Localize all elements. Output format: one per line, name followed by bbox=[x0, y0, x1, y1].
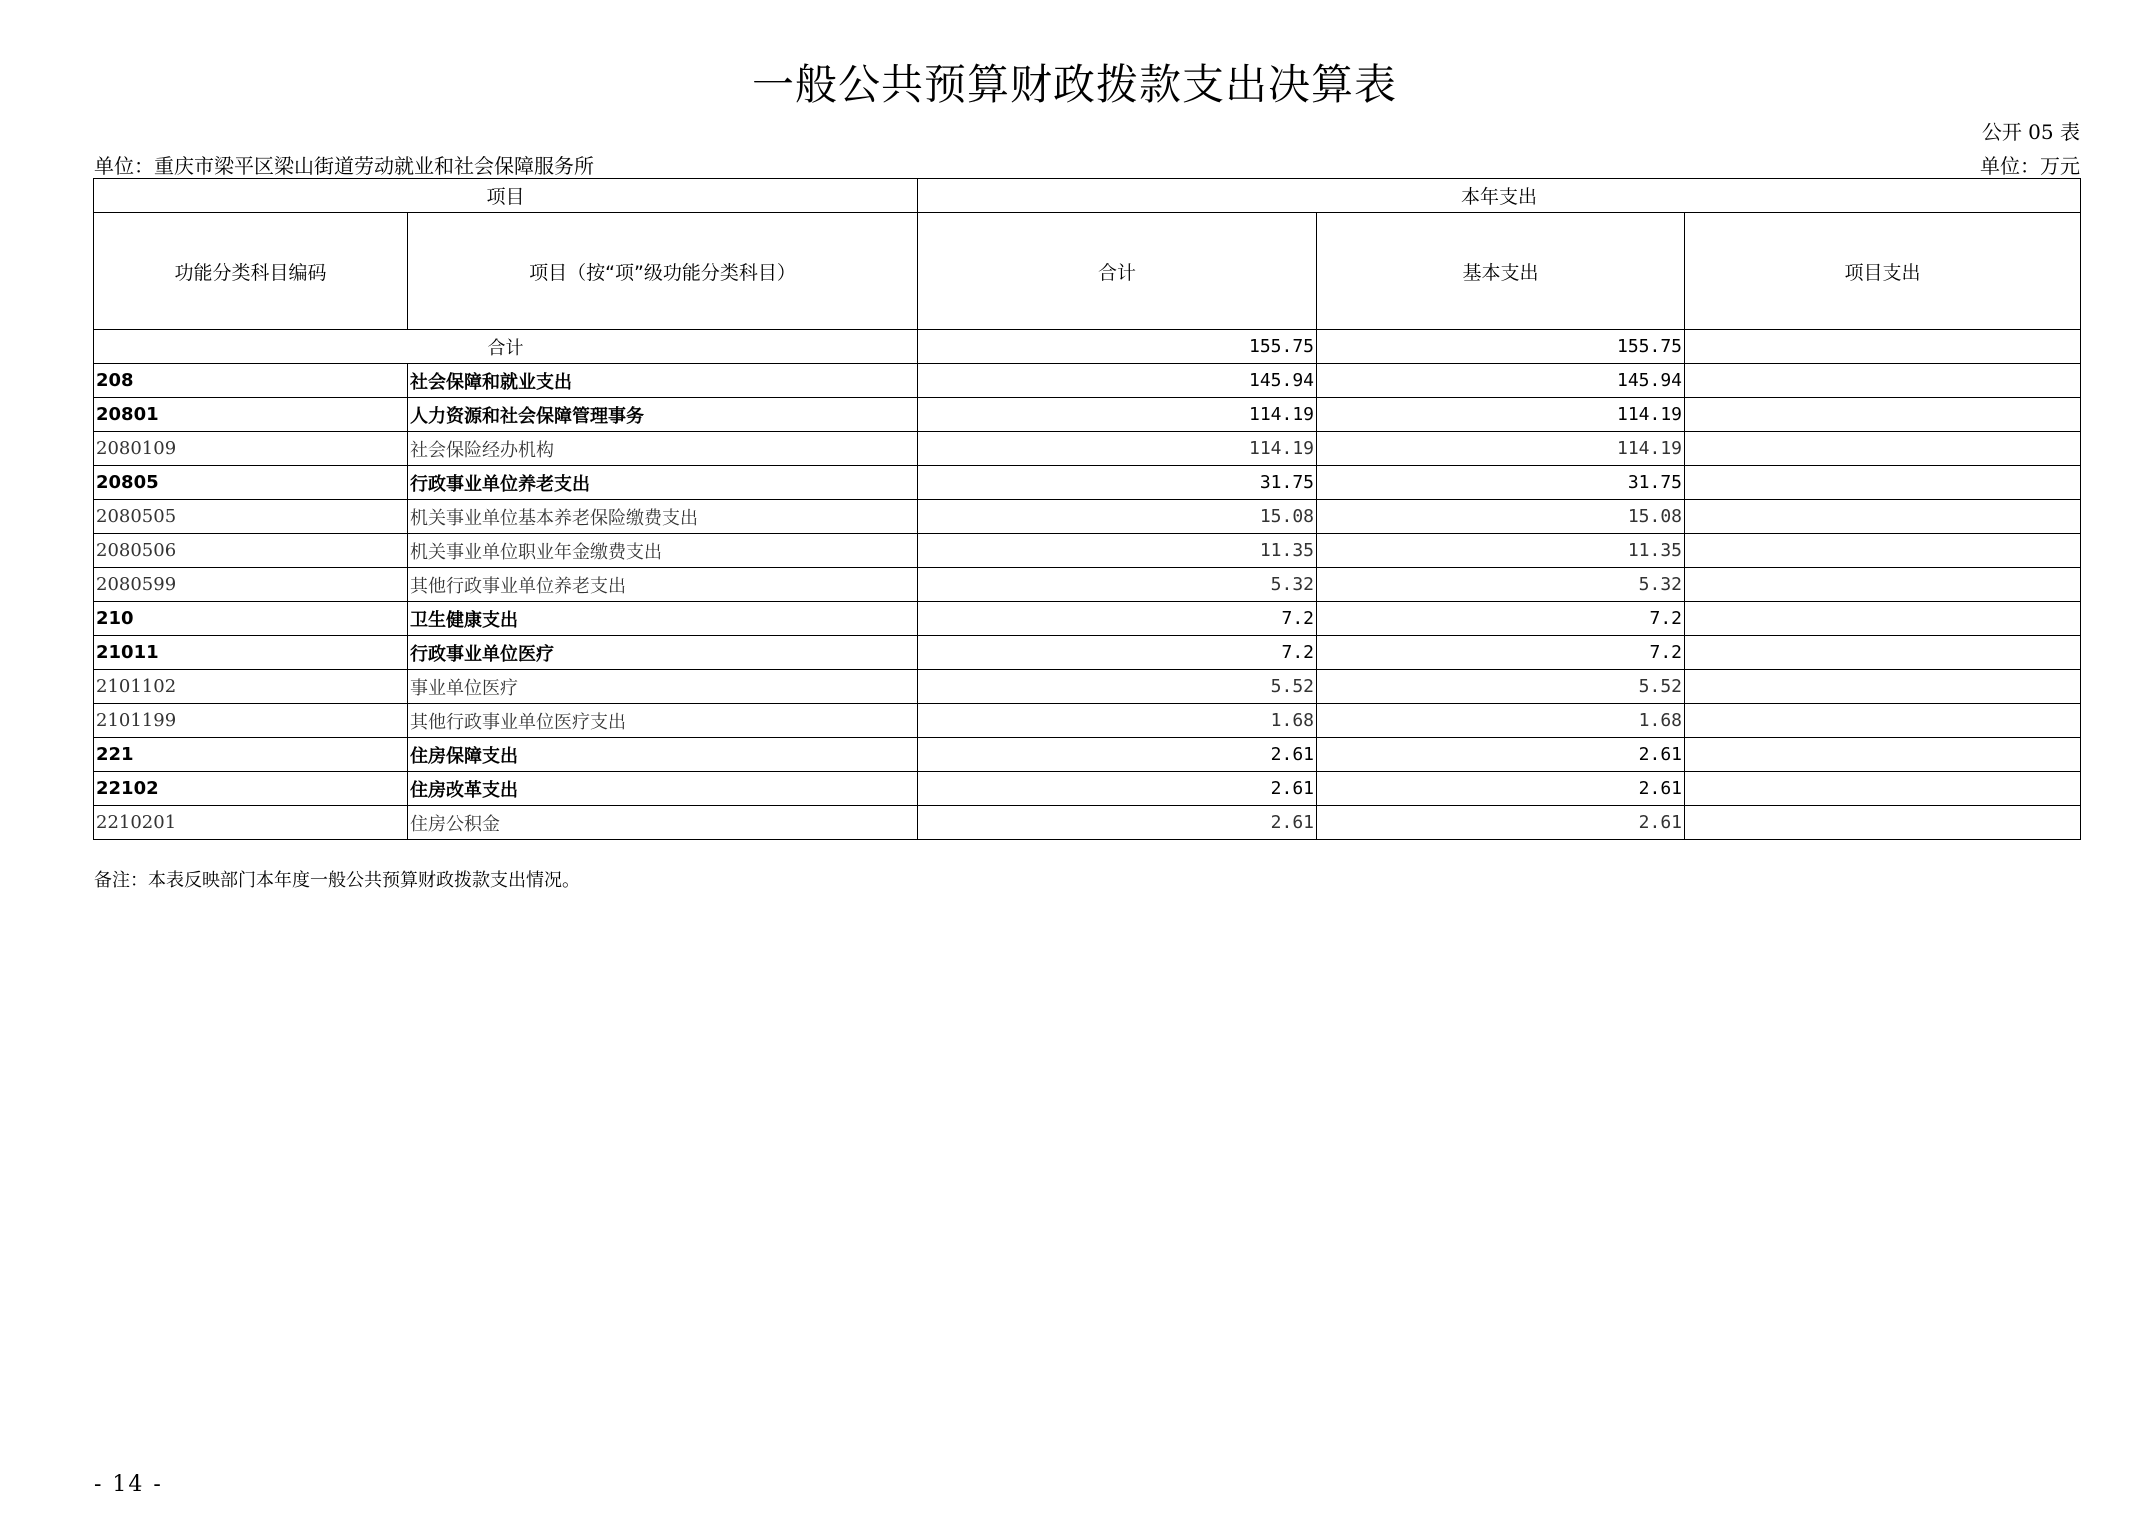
row-total: 5.32 bbox=[918, 568, 1317, 602]
row-total: 15.08 bbox=[918, 500, 1317, 534]
row-name: 行政事业单位养老支出 bbox=[408, 466, 918, 500]
expenditure-table bbox=[93, 178, 2081, 840]
form-number: 公开 05 表 bbox=[1981, 120, 2080, 144]
row-name: 行政事业单位医疗 bbox=[408, 636, 918, 670]
row-project bbox=[1685, 364, 2081, 398]
row-project bbox=[1685, 466, 2081, 500]
row-total: 145.94 bbox=[918, 364, 1317, 398]
header-project-expense: 项目支出 bbox=[1685, 213, 2081, 330]
row-code: 20805 bbox=[94, 466, 408, 500]
row-code: 2080599 bbox=[94, 568, 408, 602]
row-basic: 1.68 bbox=[1317, 704, 1685, 738]
page-number: - 14 - bbox=[94, 1472, 163, 1497]
table-row bbox=[94, 704, 2081, 738]
row-project bbox=[1685, 534, 2081, 568]
page-title: 一般公共预算财政拨款支出决算表 bbox=[751, 60, 1397, 109]
row-basic: 5.32 bbox=[1317, 568, 1685, 602]
row-code: 2101102 bbox=[94, 670, 408, 704]
row-name: 住房改革支出 bbox=[408, 772, 918, 806]
row-basic: 2.61 bbox=[1317, 806, 1685, 840]
row-total: 114.19 bbox=[918, 432, 1317, 466]
row-basic: 145.94 bbox=[1317, 364, 1685, 398]
total-project bbox=[1685, 330, 2081, 364]
row-project bbox=[1685, 602, 2081, 636]
header-total: 合计 bbox=[918, 213, 1317, 330]
header-current-year: 本年支出 bbox=[918, 179, 2081, 213]
row-project bbox=[1685, 568, 2081, 602]
row-code: 20801 bbox=[94, 398, 408, 432]
table-row bbox=[94, 534, 2081, 568]
row-name: 人力资源和社会保障管理事务 bbox=[408, 398, 918, 432]
total-amount: 155.75 bbox=[918, 330, 1317, 364]
row-basic: 114.19 bbox=[1317, 398, 1685, 432]
row-total: 2.61 bbox=[918, 738, 1317, 772]
row-basic: 15.08 bbox=[1317, 500, 1685, 534]
row-code: 21011 bbox=[94, 636, 408, 670]
row-name: 住房公积金 bbox=[408, 806, 918, 840]
row-total: 5.52 bbox=[918, 670, 1317, 704]
row-project bbox=[1685, 704, 2081, 738]
header-project: 项目 bbox=[94, 179, 918, 213]
row-name: 其他行政事业单位医疗支出 bbox=[408, 704, 918, 738]
table-row bbox=[94, 568, 2081, 602]
row-code: 2210201 bbox=[94, 806, 408, 840]
row-project bbox=[1685, 806, 2081, 840]
row-total: 7.2 bbox=[918, 636, 1317, 670]
currency-unit: 单位：万元 bbox=[1980, 154, 2080, 178]
row-name: 机关事业单位基本养老保险缴费支出 bbox=[408, 500, 918, 534]
table-row bbox=[94, 806, 2081, 840]
row-basic: 7.2 bbox=[1317, 602, 1685, 636]
table-row bbox=[94, 772, 2081, 806]
row-project bbox=[1685, 500, 2081, 534]
row-code: 210 bbox=[94, 602, 408, 636]
table-body bbox=[94, 330, 2081, 840]
row-code: 221 bbox=[94, 738, 408, 772]
header-name: 项目（按“项”级功能分类科目） bbox=[408, 213, 918, 330]
row-basic: 2.61 bbox=[1317, 772, 1685, 806]
row-total: 1.68 bbox=[918, 704, 1317, 738]
table-row bbox=[94, 466, 2081, 500]
table-row bbox=[94, 432, 2081, 466]
total-row bbox=[94, 330, 2081, 364]
row-name: 社会保障和就业支出 bbox=[408, 364, 918, 398]
row-basic: 5.52 bbox=[1317, 670, 1685, 704]
row-name: 事业单位医疗 bbox=[408, 670, 918, 704]
row-basic: 7.2 bbox=[1317, 636, 1685, 670]
table-row bbox=[94, 500, 2081, 534]
row-code: 2080109 bbox=[94, 432, 408, 466]
row-code: 2080505 bbox=[94, 500, 408, 534]
header-code: 功能分类科目编码 bbox=[94, 213, 408, 330]
table-row bbox=[94, 364, 2081, 398]
row-project bbox=[1685, 636, 2081, 670]
table-row bbox=[94, 398, 2081, 432]
row-code: 2080506 bbox=[94, 534, 408, 568]
row-code: 2101199 bbox=[94, 704, 408, 738]
row-project bbox=[1685, 738, 2081, 772]
row-basic: 11.35 bbox=[1317, 534, 1685, 568]
row-code: 208 bbox=[94, 364, 408, 398]
row-project bbox=[1685, 432, 2081, 466]
row-total: 2.61 bbox=[918, 806, 1317, 840]
table-row bbox=[94, 738, 2081, 772]
row-code: 22102 bbox=[94, 772, 408, 806]
row-name: 机关事业单位职业年金缴费支出 bbox=[408, 534, 918, 568]
table-row bbox=[94, 670, 2081, 704]
row-project bbox=[1685, 772, 2081, 806]
row-project bbox=[1685, 670, 2081, 704]
row-basic: 31.75 bbox=[1317, 466, 1685, 500]
total-basic: 155.75 bbox=[1317, 330, 1685, 364]
row-name: 住房保障支出 bbox=[408, 738, 918, 772]
row-total: 7.2 bbox=[918, 602, 1317, 636]
row-project bbox=[1685, 398, 2081, 432]
row-name: 卫生健康支出 bbox=[408, 602, 918, 636]
row-total: 11.35 bbox=[918, 534, 1317, 568]
total-label: 合计 bbox=[94, 330, 918, 364]
header-basic: 基本支出 bbox=[1317, 213, 1685, 330]
row-basic: 114.19 bbox=[1317, 432, 1685, 466]
footnote: 备注：本表反映部门本年度一般公共预算财政拨款支出情况。 bbox=[94, 870, 580, 891]
table-row bbox=[94, 636, 2081, 670]
row-total: 31.75 bbox=[918, 466, 1317, 500]
row-basic: 2.61 bbox=[1317, 738, 1685, 772]
row-name: 其他行政事业单位养老支出 bbox=[408, 568, 918, 602]
reporting-unit: 单位：重庆市梁平区梁山街道劳动就业和社会保障服务所 bbox=[94, 154, 594, 178]
row-total: 2.61 bbox=[918, 772, 1317, 806]
row-total: 114.19 bbox=[918, 398, 1317, 432]
table-row bbox=[94, 602, 2081, 636]
row-name: 社会保险经办机构 bbox=[408, 432, 918, 466]
